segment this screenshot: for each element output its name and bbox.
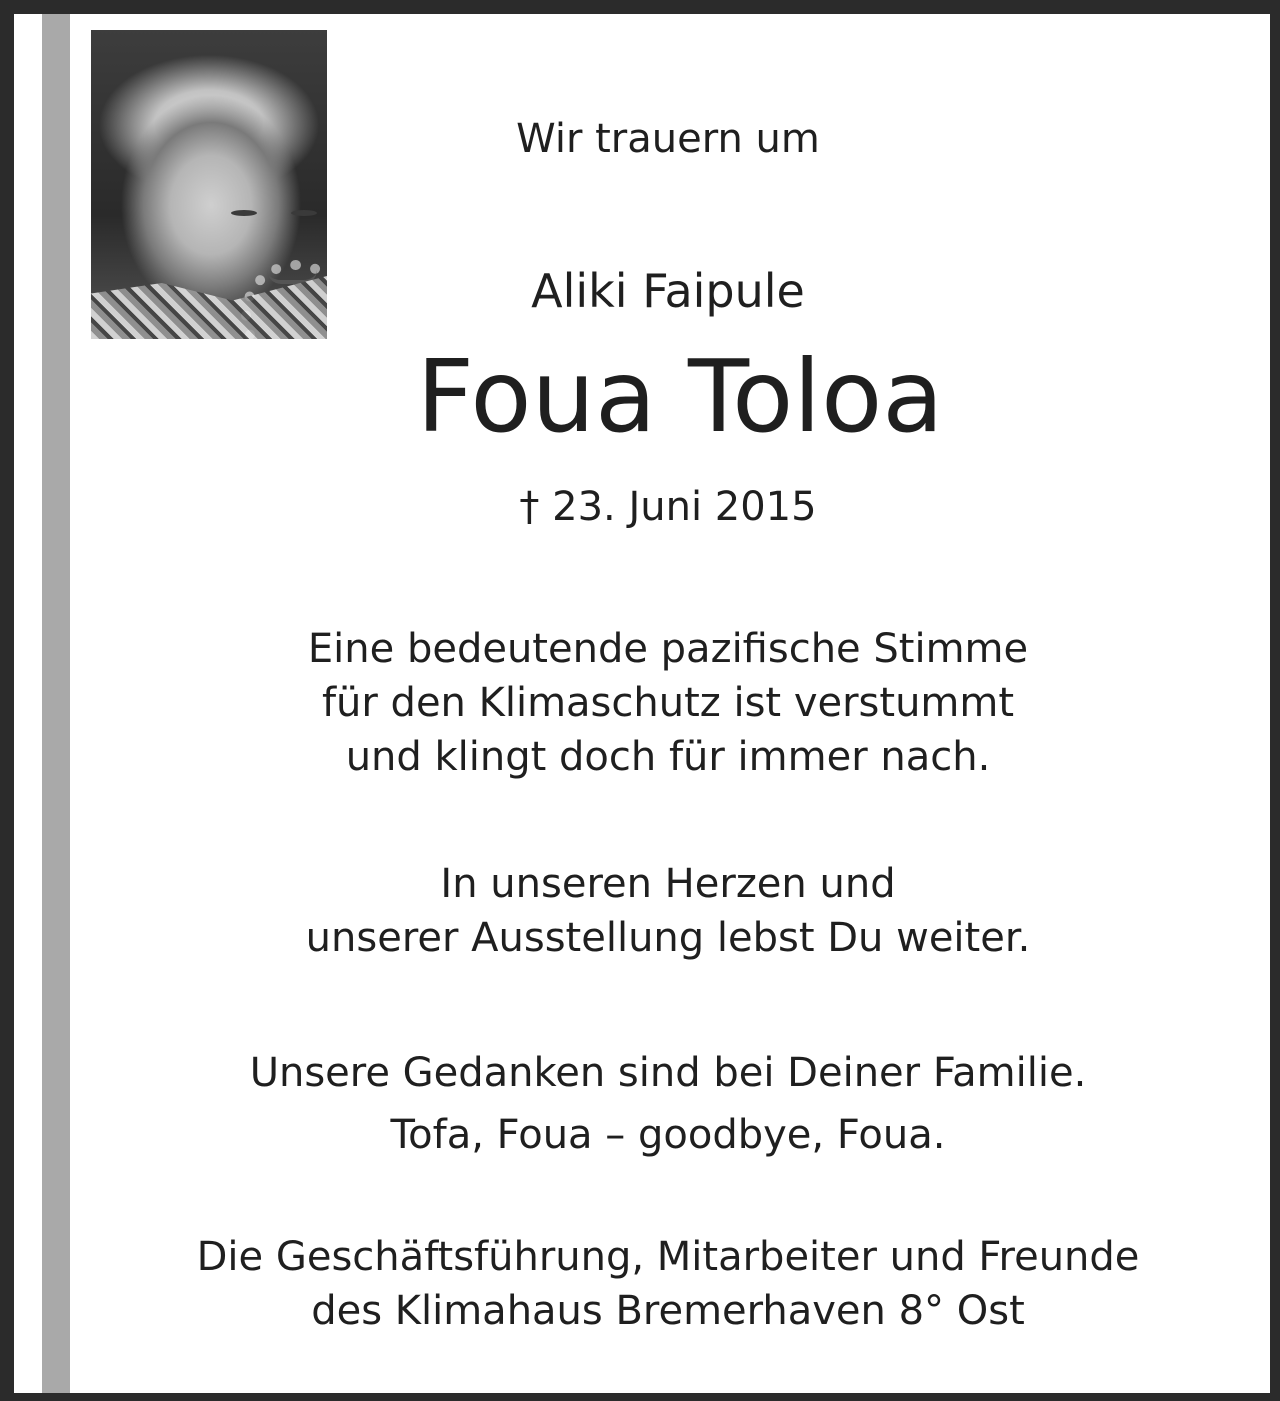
tribute-line: In unseren Herzen und <box>440 861 896 907</box>
tribute-paragraph-2 <box>28 857 1280 965</box>
intro-text: Wir trauern um <box>516 116 820 162</box>
signature-line: Die Geschäftsführung, Mitarbeiter und Freunde <box>196 1234 1140 1280</box>
tribute-line: und klingt doch für immer nach. <box>345 734 991 780</box>
tribute-line: Unsere Gedanken sind bei Deiner Familie. <box>249 1050 1087 1096</box>
death-date: † 23. Juni 2015 <box>519 484 817 530</box>
portrait-eye-right <box>291 210 317 216</box>
tribute-paragraph-1 <box>28 622 1280 784</box>
signature-line: des Klimahaus Bremerhaven 8° Ost <box>311 1288 1025 1334</box>
tribute-line: für den Klimaschutz ist verstummt <box>321 680 1015 726</box>
signature-block <box>28 1230 1280 1338</box>
tribute-line: unserer Ausstellung lebst Du weiter. <box>305 915 1031 961</box>
portrait-eye-left <box>231 210 257 216</box>
deceased-name: Foua Toloa <box>416 338 944 455</box>
tribute-paragraph-3 <box>28 1042 1280 1166</box>
tribute-line: Tofa, Foua – goodbye, Foua. <box>390 1112 946 1158</box>
honorific-title: Aliki Faipule <box>531 264 805 318</box>
tribute-line: Eine bedeutende pazifische Stimme <box>307 626 1029 672</box>
